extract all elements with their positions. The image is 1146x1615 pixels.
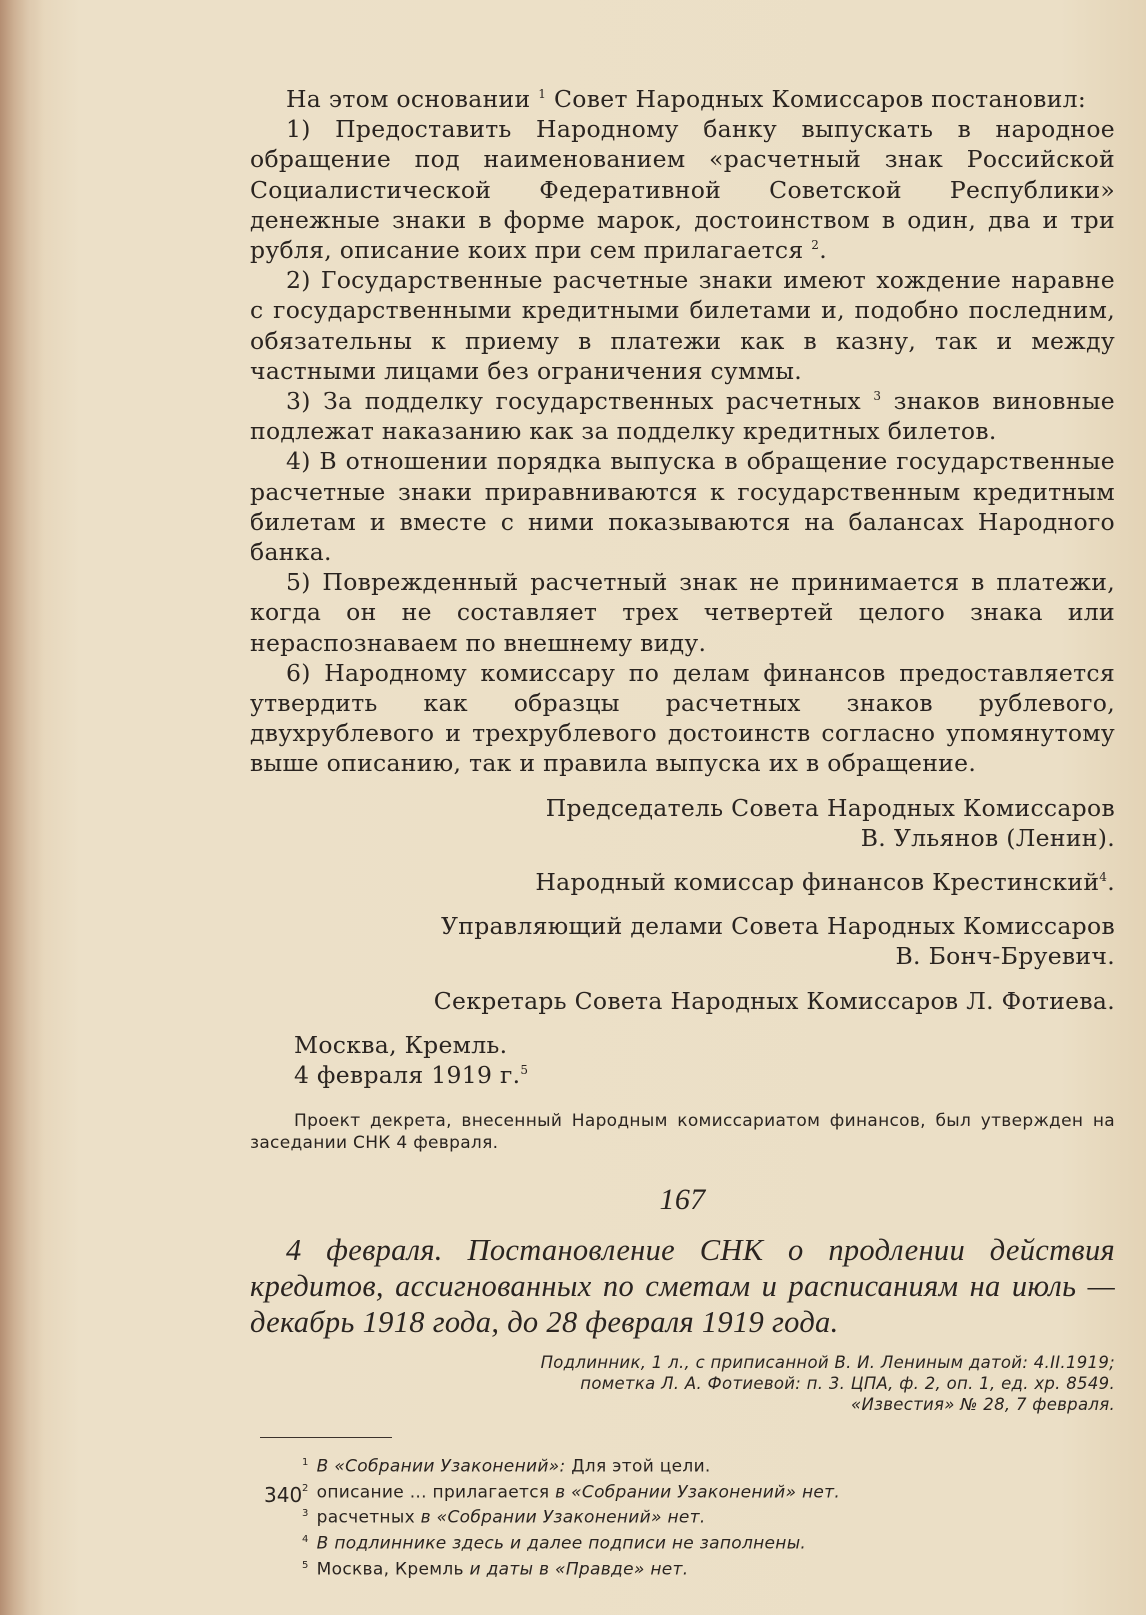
- footnote: $^5$ Москва, Кремль и даты в «Правде» нет.: [302, 1559, 689, 1580]
- document-source: [250, 1352, 1115, 1415]
- footnote-number: 1: [302, 1456, 309, 1468]
- source-line: «Известия» № 28, 7 февраля.: [851, 1394, 1115, 1414]
- manager-name: В. Бонч-Бруевич.: [895, 942, 1115, 971]
- footnote-divider: [260, 1437, 392, 1438]
- page-number: 340: [264, 1483, 303, 1507]
- place-date: 4 февраля 1919 г.$^5$: [294, 1060, 529, 1089]
- place-city: Москва, Кремль.: [294, 1030, 508, 1059]
- footnote: $^1$ В «Собрании Узаконений»: Для этой цели.: [302, 1456, 711, 1477]
- finance-commissar: Народный комиссар финансов Крестинский$^4$.: [535, 868, 1115, 897]
- footnote-ref: 2: [811, 238, 820, 253]
- footnote-number: 2: [302, 1482, 309, 1494]
- footnote: $^4$ В подлиннике здесь и далее подписи не заполнены.: [302, 1533, 807, 1554]
- footnote-ref: 3: [873, 389, 882, 404]
- decree-point-1: 1) Предоставить Народному банку выпускать в народное обращение под наименованием «расчетный знак Российской Социалистической Федеративной Советской Республики» денежные знаки в форме марок, достоинством в один, два и три рубля, описание коих при сем прилагается $^2$.: [250, 115, 1115, 265]
- footnote-number: 3: [302, 1508, 309, 1520]
- decree-point-5: 5) Поврежденный расчетный знак не принимается в платежи, когда он не составляет трех четвертей целого знака или нераспознаваем по внешнему виду.: [250, 568, 1115, 657]
- chairman-title: Председатель Совета Народных Комиссаров: [545, 793, 1115, 822]
- decree-point-6: 6) Народному комиссару по делам финансов предоставляется утвердить как образцы расчетных знаков рублевого, двухрублевого и трехрублевого достоинств согласно упомянутому выше описанию, так и правила выпуска их в обращение.: [250, 658, 1115, 778]
- footnote: $^3$ расчетных в «Собрании Узаконений» нет.: [302, 1507, 706, 1528]
- source-line: пометка Л. А. Фотиевой: п. 3. ЦПА, ф. 2, оп. 1, ед. хр. 8549.: [580, 1373, 1115, 1393]
- page-body: [250, 84, 1115, 1580]
- footnote: $^2$ описание ... прилагается в «Собрании Узаконений» нет.: [302, 1482, 841, 1503]
- chairman-name: В. Ульянов (Ленин).: [860, 823, 1115, 852]
- editorial-note: Проект декрета, внесенный Народным комиссариатом финансов, был утвержден на заседании СНК 4 февраля.: [250, 1110, 1115, 1153]
- decree-point-4: 4) В отношении порядка выпуска в обращение государственные расчетные знаки приравниваются к государственным кредитным билетам и вместе с ними показываются на балансах Народного банка.: [250, 447, 1115, 567]
- document-number: 167: [659, 1182, 706, 1216]
- footnote-number: 5: [302, 1559, 309, 1571]
- decree-point-2: 2) Государственные расчетные знаки имеют хождение наравне с государственными кредитными билетами и, подобно последним, обязательны к приему в платежи как в казну, так и между частными лицами без ограничения суммы.: [250, 266, 1115, 385]
- page-gutter-shadow: [0, 0, 44, 1615]
- footnote-number: 4: [302, 1533, 309, 1545]
- footnote-ref: 5: [520, 1063, 529, 1078]
- footnote-ref: 1: [538, 87, 547, 102]
- footnote-ref: 4: [1099, 870, 1108, 885]
- decree-point-3: 3) За подделку государственных расчетных $^3$ знаков виновные подлежат наказанию как за подделку кредитных билетов.: [250, 387, 1115, 446]
- manager-title: Управляющий делами Совета Народных Комиссаров: [440, 912, 1115, 941]
- place-and-date: [294, 1030, 1115, 1090]
- decree-intro: На этом основании $^1$ Совет Народных Комиссаров постановил:: [286, 85, 1087, 113]
- source-line: Подлинник, 1 л., с приписанной В. И. Лениным датой: 4.II.1919;: [540, 1352, 1115, 1372]
- footnotes: [302, 1452, 1115, 1580]
- secretary: Секретарь Совета Народных Комиссаров Л. Фотиева.: [433, 986, 1115, 1015]
- document-title: 4 февраля. Постановление СНК о продлении действия кредитов, ассигнованных по сметам и расписаниям на июль — декабрь 1918 года, до 28 февраля 1919 года.: [250, 1232, 1115, 1339]
